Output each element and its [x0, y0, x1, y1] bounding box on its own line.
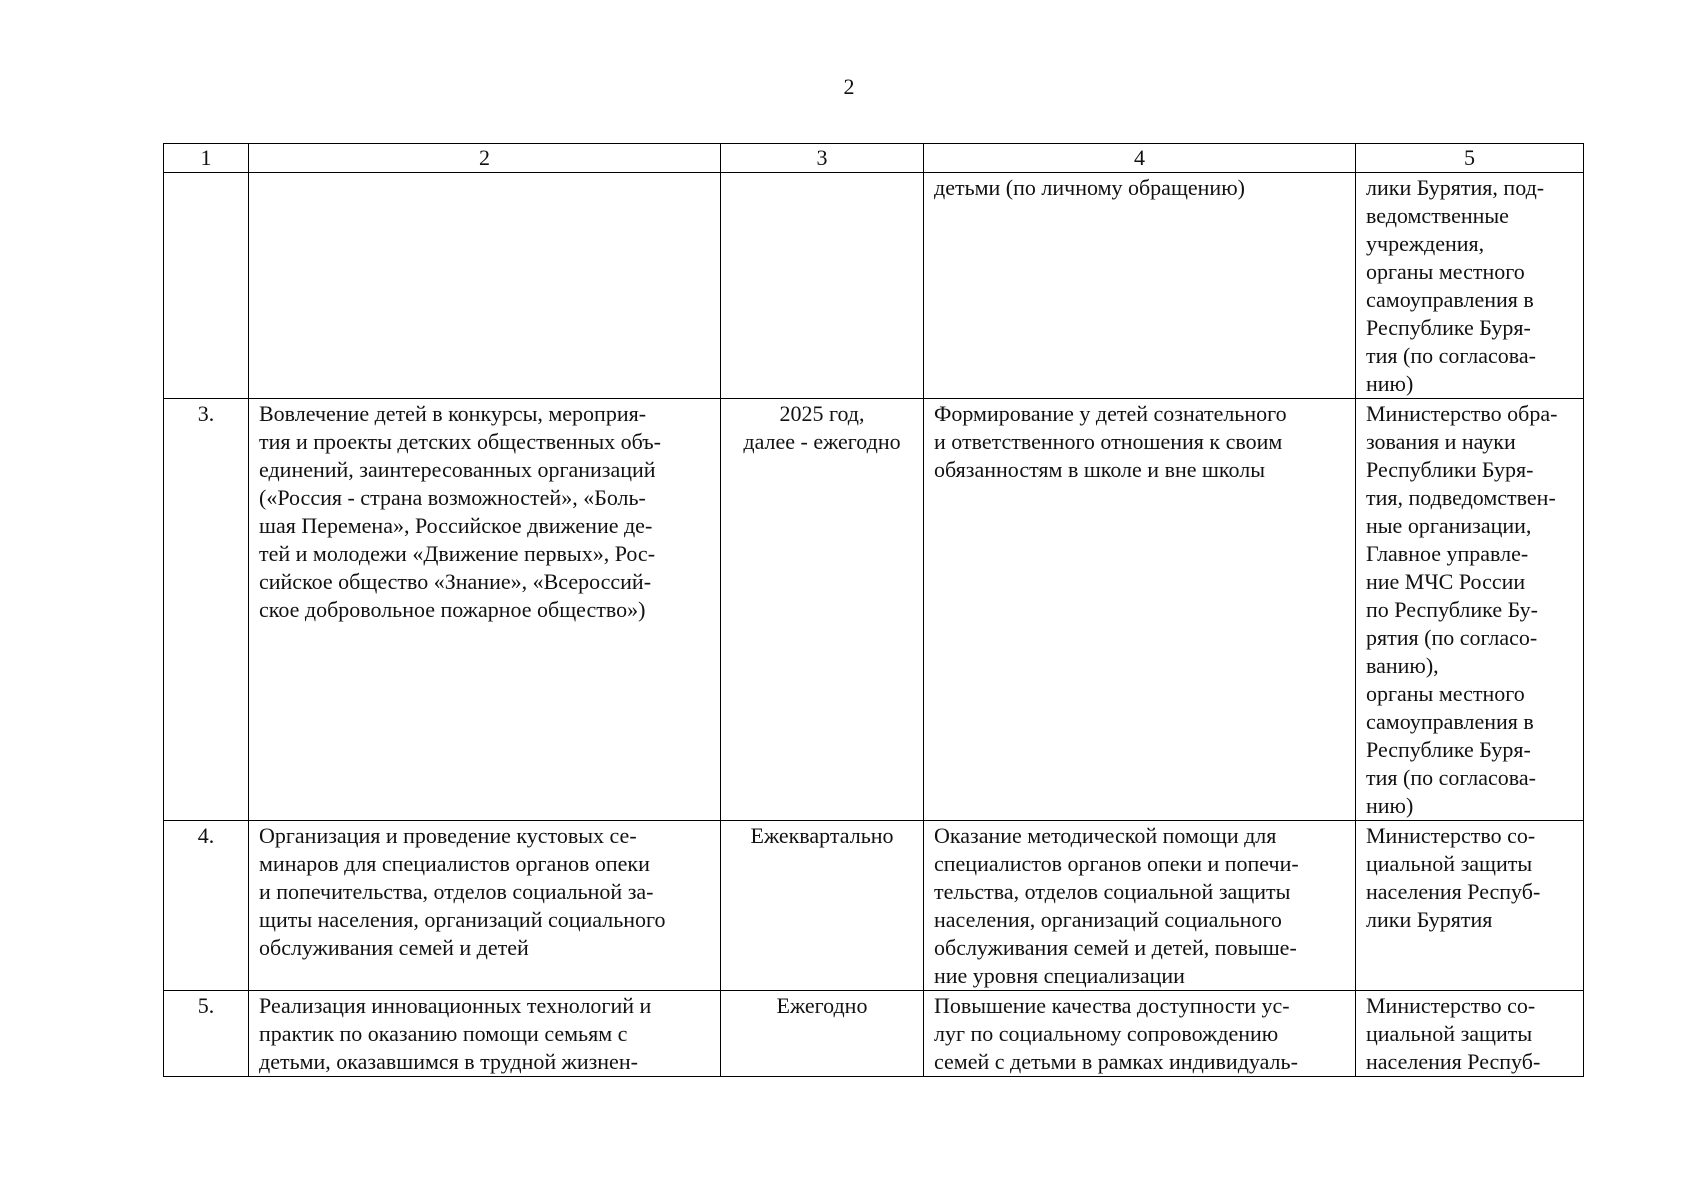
expected-result — [924, 821, 1356, 991]
cell-text-line: населения, организаций социального — [934, 907, 1282, 932]
header-col-1: 1 — [164, 144, 249, 173]
cell-text-line: («Россия - страна возможностей», «Боль- — [259, 485, 646, 510]
executors — [1356, 991, 1584, 1077]
cell-text-line: 2025 год, — [779, 401, 865, 426]
table-row — [164, 173, 1584, 399]
header-col-2: 2 — [249, 144, 721, 173]
cell-text-line: населения Респуб- — [1366, 1049, 1541, 1074]
cell-text-line: ванию), — [1366, 653, 1439, 678]
expected-result — [924, 173, 1356, 399]
plan-table — [163, 143, 1584, 1077]
cell-text-line: учреждения, — [1366, 231, 1485, 256]
row-number — [164, 399, 249, 821]
cell-text-line: Вовлечение детей в конкурсы, мероприя- — [259, 401, 647, 426]
cell-text-line: обязанностям в школе и вне школы — [934, 457, 1265, 482]
expected-result — [924, 991, 1356, 1077]
cell-text-line: населения Респуб- — [1366, 879, 1541, 904]
cell-text-line: самоуправления в — [1366, 287, 1534, 312]
cell-text-line: специалистов органов опеки и попечи- — [934, 851, 1299, 876]
cell-text-line: Ежегодно — [776, 993, 868, 1018]
cell-text-line: органы местного — [1366, 259, 1525, 284]
cell-text-line: Повышение качества доступности ус- — [934, 993, 1290, 1018]
cell-text-line: рятия (по согласо- — [1366, 625, 1538, 650]
cell-text-line: нию) — [1366, 793, 1414, 818]
period — [721, 821, 924, 991]
header-col-3: 3 — [721, 144, 924, 173]
cell-text-line: луг по социальному сопровождению — [934, 1021, 1279, 1046]
cell-text-line: органы местного — [1366, 681, 1525, 706]
header-row — [164, 144, 1584, 173]
cell-text-line: и ответственного отношения к своим — [934, 429, 1283, 454]
cell-text-line: Министерство со- — [1366, 823, 1536, 848]
cell-text-line: детьми (по личному обращению) — [934, 175, 1245, 200]
page-number: 2 — [843, 74, 855, 99]
cell-text-line: лики Бурятия, под- — [1366, 175, 1545, 200]
cell-text-line: единений, заинтересованных организаций — [259, 457, 656, 482]
cell-text-line: Республики Буря- — [1366, 457, 1534, 482]
cell-text-line: тия (по согласова- — [1366, 765, 1536, 790]
cell-text-line: практик по оказанию помощи семьям с — [259, 1021, 628, 1046]
cell-text-line: ское добровольное пожарное общество») — [259, 597, 646, 622]
cell-text-line: ние уровня специализации — [934, 963, 1185, 988]
cell-text-line: минаров для специалистов органов опеки — [259, 851, 650, 876]
cell-text-line: 3. — [197, 401, 215, 426]
cell-text-line: циальной защиты — [1366, 851, 1533, 876]
period — [721, 173, 924, 399]
cell-text-line: нию) — [1366, 371, 1414, 396]
measure-name — [249, 991, 721, 1077]
cell-text-line: самоуправления в — [1366, 709, 1534, 734]
cell-text-line: тей и молодежи «Движение первых», Рос- — [259, 541, 656, 566]
cell-text-line: ние МЧС России — [1366, 569, 1526, 594]
measure-name — [249, 173, 721, 399]
cell-text-line: зования и науки — [1366, 429, 1516, 454]
row-number — [164, 173, 249, 399]
header-col-5: 5 — [1356, 144, 1584, 173]
period — [721, 991, 924, 1077]
expected-result — [924, 399, 1356, 821]
executors — [1356, 173, 1584, 399]
cell-text-line: 5. — [197, 993, 215, 1018]
cell-text-line: тельства, отделов социальной защиты — [934, 879, 1291, 904]
measure-name — [249, 821, 721, 991]
measure-name — [249, 399, 721, 821]
cell-text-line: и попечительства, отделов социальной за- — [259, 879, 654, 904]
cell-text-line: Республике Буря- — [1366, 737, 1531, 762]
table-row — [164, 399, 1584, 821]
cell-text-line: циальной защиты — [1366, 1021, 1533, 1046]
cell-text-line: ведомственные — [1366, 203, 1509, 228]
cell-text-line: Республике Буря- — [1366, 315, 1531, 340]
row-number — [164, 821, 249, 991]
cell-text-line: Организация и проведение кустовых се- — [259, 823, 637, 848]
cell-text-line: по Республике Бу- — [1366, 597, 1538, 622]
cell-text-line: Реализация инновационных технологий и — [259, 993, 652, 1018]
cell-text-line: детьми, оказавшимся в трудной жизнен- — [259, 1049, 638, 1074]
cell-text-line: Главное управле- — [1366, 541, 1529, 566]
cell-text-line: лики Бурятия — [1366, 907, 1493, 932]
cell-text-line: далее - ежегодно — [743, 429, 901, 454]
cell-text-line: обслуживания семей и детей — [259, 935, 529, 960]
cell-text-line: Формирование у детей сознательного — [934, 401, 1287, 426]
executors — [1356, 399, 1584, 821]
cell-text-line: щиты населения, организаций социального — [259, 907, 666, 932]
row-number — [164, 991, 249, 1077]
cell-text-line: Министерство обра- — [1366, 401, 1558, 426]
cell-text-line: тия (по согласова- — [1366, 343, 1536, 368]
cell-text-line: ные организации, — [1366, 513, 1532, 538]
executors — [1356, 821, 1584, 991]
cell-text-line: семей с детьми в рамках индивидуаль- — [934, 1049, 1298, 1074]
cell-text-line: 4. — [197, 823, 215, 848]
cell-text-line: Оказание методической помощи для — [934, 823, 1277, 848]
cell-text-line: тия, подведомствен- — [1366, 485, 1556, 510]
cell-text-line: Министерство со- — [1366, 993, 1536, 1018]
header-col-4: 4 — [924, 144, 1356, 173]
cell-text-line: шая Перемена», Российское движение де- — [259, 513, 653, 538]
table-row — [164, 991, 1584, 1077]
table-row — [164, 821, 1584, 991]
period — [721, 399, 924, 821]
cell-text-line: обслуживания семей и детей, повыше- — [934, 935, 1297, 960]
cell-text-line: тия и проекты детских общественных объ- — [259, 429, 661, 454]
cell-text-line: сийское общество «Знание», «Всероссий- — [259, 569, 652, 594]
cell-text-line: Ежеквартально — [750, 823, 894, 848]
